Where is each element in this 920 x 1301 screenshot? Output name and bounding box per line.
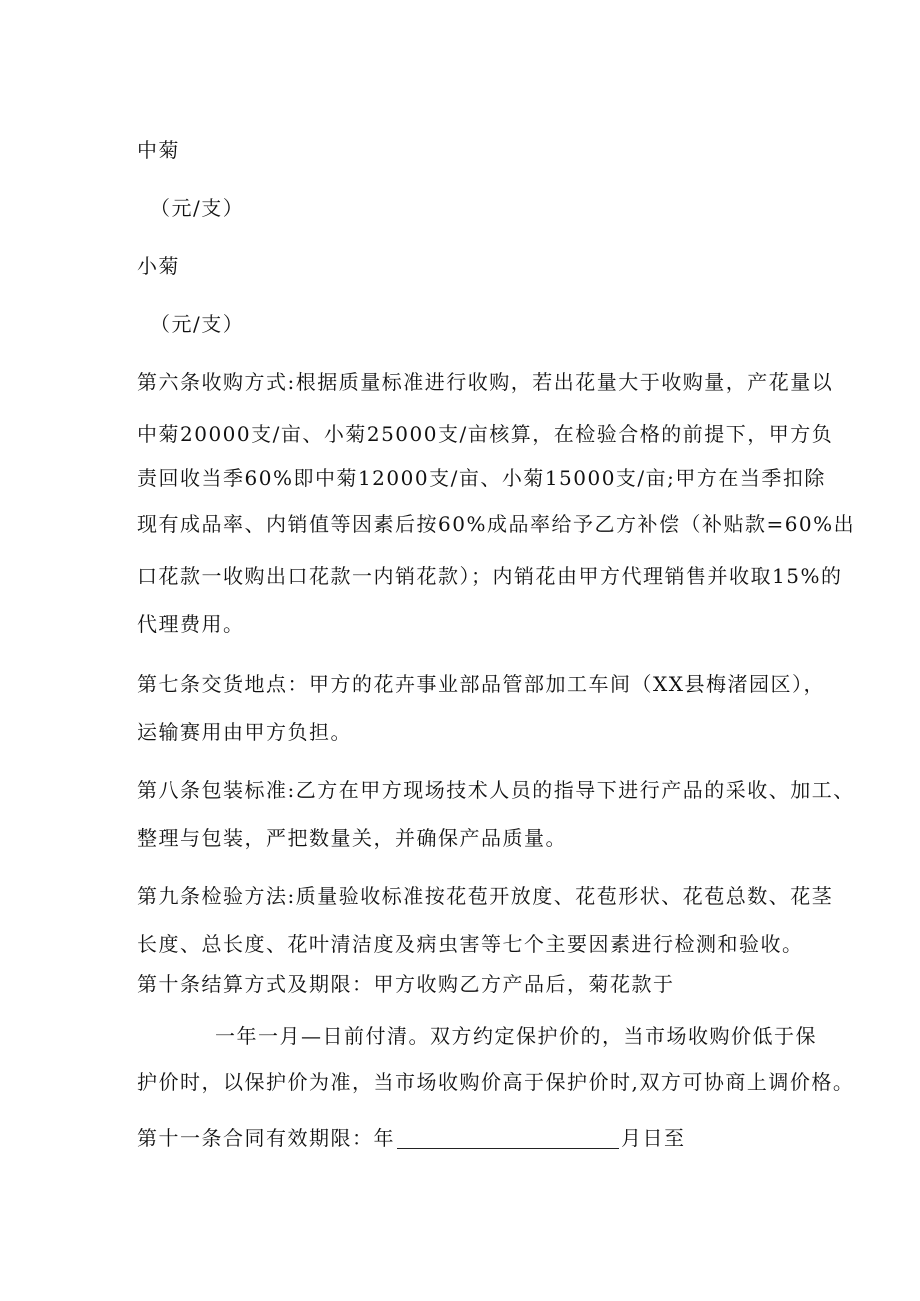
article10-line: 一年一月—日前付清。双方约定保护价的，当市场收购价低于保 (215, 1024, 817, 1048)
item-small-unit: （元/支） (150, 312, 245, 336)
item-small-chrysanthemum: 小菊 (137, 254, 180, 278)
article8-line: 第八条包装标准:乙方在甲方现场技术人员的指导下进行产品的采收、加工、 (137, 778, 855, 802)
article11-line (137, 1124, 807, 1152)
item-medium-unit: （元/支） (150, 196, 245, 220)
article6-line: 口花款一收购出口花款一内销花款）；内销花由甲方代理销售并收取15%的 (137, 564, 843, 588)
article6-line: 责回收当季60%即中菊12000支/亩、小菊15000支/亩;甲方在当季扣除 (137, 466, 826, 490)
article10-line: 护价时，以保护价为准，当市场收购价高于保护价时,双方可协商上调价格。 (137, 1070, 855, 1094)
article6-line: 现有成品率、内销值等因素后按60%成品率给予乙方补偿（补贴款=60%出 (137, 512, 856, 536)
date-blank (397, 1126, 619, 1149)
article9-line: 长度、总长度、花叶清洁度及病虫害等七个主要因素进行检测和验收。 (137, 932, 804, 956)
article9-line: 第九条检验方法:质量验收标准按花苞开放度、花苞形状、花苞总数、花茎 (137, 884, 834, 908)
article7-line: 运输赛用由甲方负担。 (137, 720, 352, 744)
article11-suffix: 月日至 (621, 1126, 686, 1150)
article6-line: 第六条收购方式:根据质量标准进行收购，若出花量大于收购量，产花量以 (137, 370, 834, 394)
article11-prefix: 第十一条合同有效期限：年 (137, 1126, 395, 1150)
article7-line: 第七条交货地点：甲方的花卉事业部品管部加工车间（XX县梅渚园区）， (137, 672, 825, 696)
item-medium-chrysanthemum: 中菊 (137, 138, 180, 162)
article8-line: 整理与包装，严把数量关，并确保产品质量。 (137, 826, 567, 850)
article10-line: 第十条结算方式及期限：甲方收购乙方产品后，菊花款于 (137, 972, 675, 996)
article6-line: 代理费用。 (137, 612, 245, 636)
article6-line: 中菊20000支/亩、小菊25000支/亩核算，在检验合格的前提下，甲方负 (137, 422, 834, 446)
